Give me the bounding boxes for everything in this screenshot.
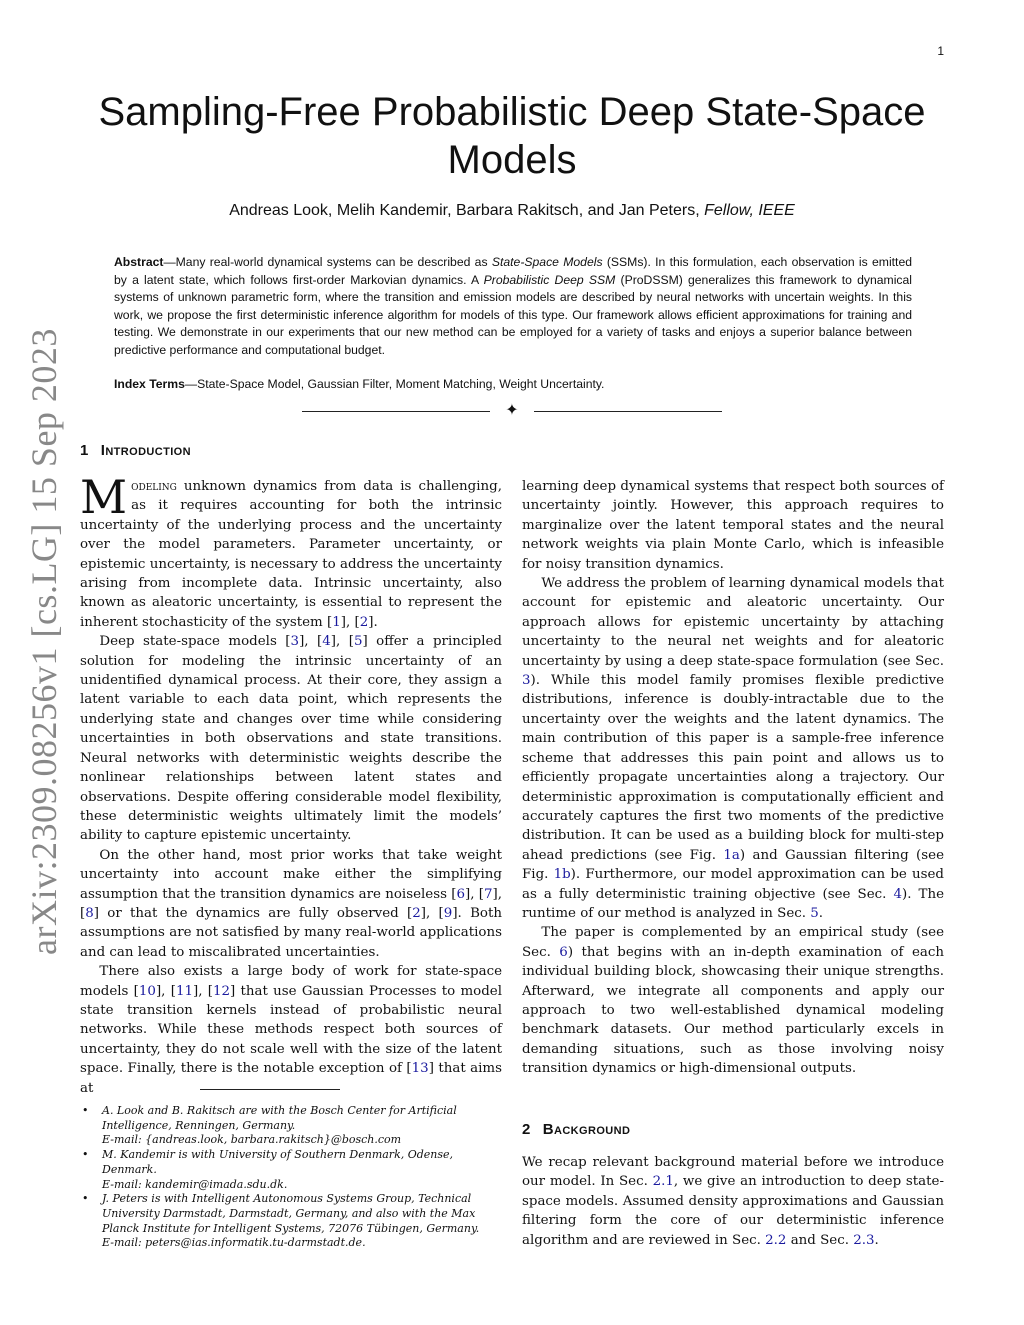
section-link[interactable]: 2.1	[652, 1174, 674, 1190]
footnote-item: • M. Kandemir is with University of Southern Denmark, Odense, Denmark. E-mail: kandemir@imada.sdu.dk.	[80, 1148, 502, 1192]
intro-paragraph-3: On the other hand, most prior works that take weight uncertainty into account make either the simplifying assumption that the transition dynamics are noiseless [6], [7], [8] or that the dynamics are fully observed [2], [9]. Both assumptions are not satisfied by many real-world applications and can lead to miscalibrated uncertainties.	[80, 847, 502, 960]
author-list	[90, 202, 934, 220]
intro-paragraph-1: Modeling unknown dynamics from data is challenging, as it requires accounting for both the intrinsic uncertainty of the underlying process and the uncertainty over the model parameters. Parameter uncertainty, or epistemic uncertainty, is necessary to address the uncertainty arising from incomplete data. Intrinsic uncertainty, also known as aleatoric uncertainty, is essential to represent the inherent stochasticity of the system [1], [2].	[80, 470, 502, 630]
paper-title: Sampling-Free Probabilistic Deep State-Space Models	[98, 90, 926, 182]
citation-link[interactable]: 11	[175, 983, 193, 999]
drop-cap: M	[80, 470, 128, 524]
background-text	[522, 1153, 944, 1250]
section-link[interactable]: 5	[810, 905, 819, 921]
citation-link[interactable]: 2	[412, 905, 421, 921]
citation-link[interactable]: 8	[85, 905, 94, 921]
section-heading-introduction: 1 Introduction	[80, 442, 191, 459]
section-link[interactable]: 4	[893, 886, 902, 902]
citation-link[interactable]: 3	[290, 634, 300, 650]
citation-link[interactable]: 10	[138, 983, 156, 999]
footnote-item: • J. Peters is with Intelligent Autonomous Systems Group, Technical University Darmstadt, Darmstadt, Germany, and also with the Max Planck Institute for Intelligent Systems, 72076 Tübingen, Germany. E-mail: peters@ias.informatik.tu-darmstadt.de.	[80, 1192, 502, 1251]
arxiv-identifier-stamp[interactable]: arXiv:2309.08256v1 [cs.LG] 15 Sep 2023	[24, 328, 64, 955]
footnote-email: E-mail: kandemir@imada.sdu.dk.	[102, 1177, 288, 1191]
figure-link[interactable]: 1a	[723, 847, 740, 863]
citation-link[interactable]: 2	[359, 614, 369, 630]
intro-paragraph-4: There also exists a large body of work for state-space models [10], [11], [12] that use Gaussian Processes to model state transition kernels instead of probabilistic neural networks. While these methods respect both sources of uncertainty, they do not scale well with the size of the latent space. Finally, there is the notable exception of [13] that aims at	[80, 964, 502, 1096]
intro-paragraph-7: The paper is complemented by an empirical study (see Sec. 6) that begins with an in-depth examination of each individual building block, showcasing their unique strengths. Afterward, we integrate all components and apply our approach to two well-established dynamical modeling benchmark datasets. Our method particularly excels in demanding situations, such as those involving noisy transition dynamics or high-dimensional outputs.	[522, 925, 944, 1077]
abstract: Abstract—Many real-world dynamical systems can be described as State-Space Models (SSMs). In this formulation, each observation is emitted by a latent state, which follows first-order Markovian dynamics. A Probabilistic Deep SSM (ProDSSM) generalizes this framework to dynamical systems of unknown parametric form, where the transition and emission models are described by neural networks with uncertain weights. In this work, we propose the first deterministic inference algorithm for models of this type. Our framework allows efficient approximations for training and testing. We demonstrate in our experiments that our new method can be employed for a variety of tasks and enjoys a superior balance between predictive performance and computational budget.	[114, 255, 912, 357]
citation-link[interactable]: 4	[322, 634, 331, 650]
author-fellow-suffix: Fellow, IEEE	[704, 202, 795, 219]
section-link[interactable]: 3	[522, 673, 531, 689]
divider-rule-left	[302, 411, 490, 412]
citation-link[interactable]: 5	[353, 634, 363, 650]
footnote-rule	[200, 1089, 340, 1090]
citation-link[interactable]: 9	[443, 905, 453, 921]
divider-star-icon: ✦	[505, 402, 519, 419]
left-column	[80, 470, 502, 1098]
index-terms-label: Index Terms	[114, 377, 185, 391]
citation-link[interactable]: 1	[332, 614, 341, 630]
page-number: 1	[937, 44, 944, 58]
section-divider	[302, 402, 722, 422]
footnote-email: E-mail: peters@ias.informatik.tu-darmstadt.de.	[102, 1236, 366, 1250]
right-column	[522, 477, 944, 1079]
citation-link[interactable]: 12	[212, 983, 231, 999]
intro-paragraph-6: We address the problem of learning dynamical models that account for epistemic and aleatoric uncertainty. Our approach allows for epistemic uncertainty by attaching uncertainty to the neural net weights and for aleatoric uncertainty by using a deep state-space formulation (see Sec. 3). While this model family promises flexible predictive distributions, inference is doubly-intractable due to the uncertainty over the weights and the latent dynamics. The main contribution of this paper is a sample-free inference scheme that addresses this pain point and allows us to efficiently propagate uncertainties along a trajectory. Our deterministic approximation is computationally efficient and accurately captures the first two moments of the predictive distribution. It can be used as a building block for multi-step ahead predictions (see Fig. 1a) and Gaussian filtering (see Fig. 1b). Furthermore, our model approximation can be used as a fully deterministic training objective (see Sec. 4). The runtime of our method is analyzed in Sec. 5.	[522, 576, 945, 921]
background-paragraph: We recap relevant background material before we introduce our model. In Sec. 2.1, we give an introduction to deep state-space models. Assumed density approximations and Gaussian filtering form the core of our deterministic inference algorithm and are reviewed in Sec. 2.2 and Sec. 2.3.	[522, 1155, 944, 1248]
footnote-email: E-mail: {andreas.look, barbara.rakitsch}@bosch.com	[102, 1133, 402, 1147]
affiliation-footnotes	[80, 1104, 502, 1251]
citation-link[interactable]: 6	[456, 886, 465, 902]
intro-paragraph-5: learning deep dynamical systems that respect both sources of uncertainty jointly. However, this approach requires to marginalize over the latent temporal states and the neural network weights via plain Monte Carlo, which is infeasible for noisy transition dynamics.	[522, 479, 944, 572]
author-names: Andreas Look, Melih Kandemir, Barbara Rakitsch, and Jan Peters,	[229, 202, 705, 219]
index-terms: Index Terms—State-Space Model, Gaussian Filter, Moment Matching, Weight Uncertainty.	[114, 377, 605, 391]
citation-link[interactable]: 7	[483, 886, 493, 902]
section-link[interactable]: 2.2	[765, 1232, 787, 1248]
section-link[interactable]: 6	[559, 944, 568, 960]
section-link[interactable]: 2.3	[853, 1232, 875, 1248]
footnote-item: • A. Look and B. Rakitsch are with the Bosch Center for Artificial Intelligence, Renningen, Germany. E-mail: {andreas.look, barbara.rakitsch}@bosch.com	[80, 1104, 502, 1148]
figure-link[interactable]: 1b	[553, 867, 571, 883]
citation-link[interactable]: 13	[411, 1061, 429, 1077]
abstract-label: Abstract	[114, 255, 164, 269]
section-heading-background: 2 Background	[522, 1121, 631, 1138]
divider-rule-right	[534, 411, 722, 412]
intro-paragraph-2: Deep state-space models [3], [4], [5] offer a principled solution for modeling the intrinsic uncertainty of an unidentified dynamical process. At their core, they assign a latent variable to each data point, which represents the underlying state and changes over time while considering uncertainties in both observations and state transitions. Neural networks with deterministic weights describe the nonlinear relationships between latent states and observations. Despite offering considerable model flexibility, these deterministic weights ultimately limit the models’ ability to capture epistemic uncertainty.	[80, 634, 502, 844]
